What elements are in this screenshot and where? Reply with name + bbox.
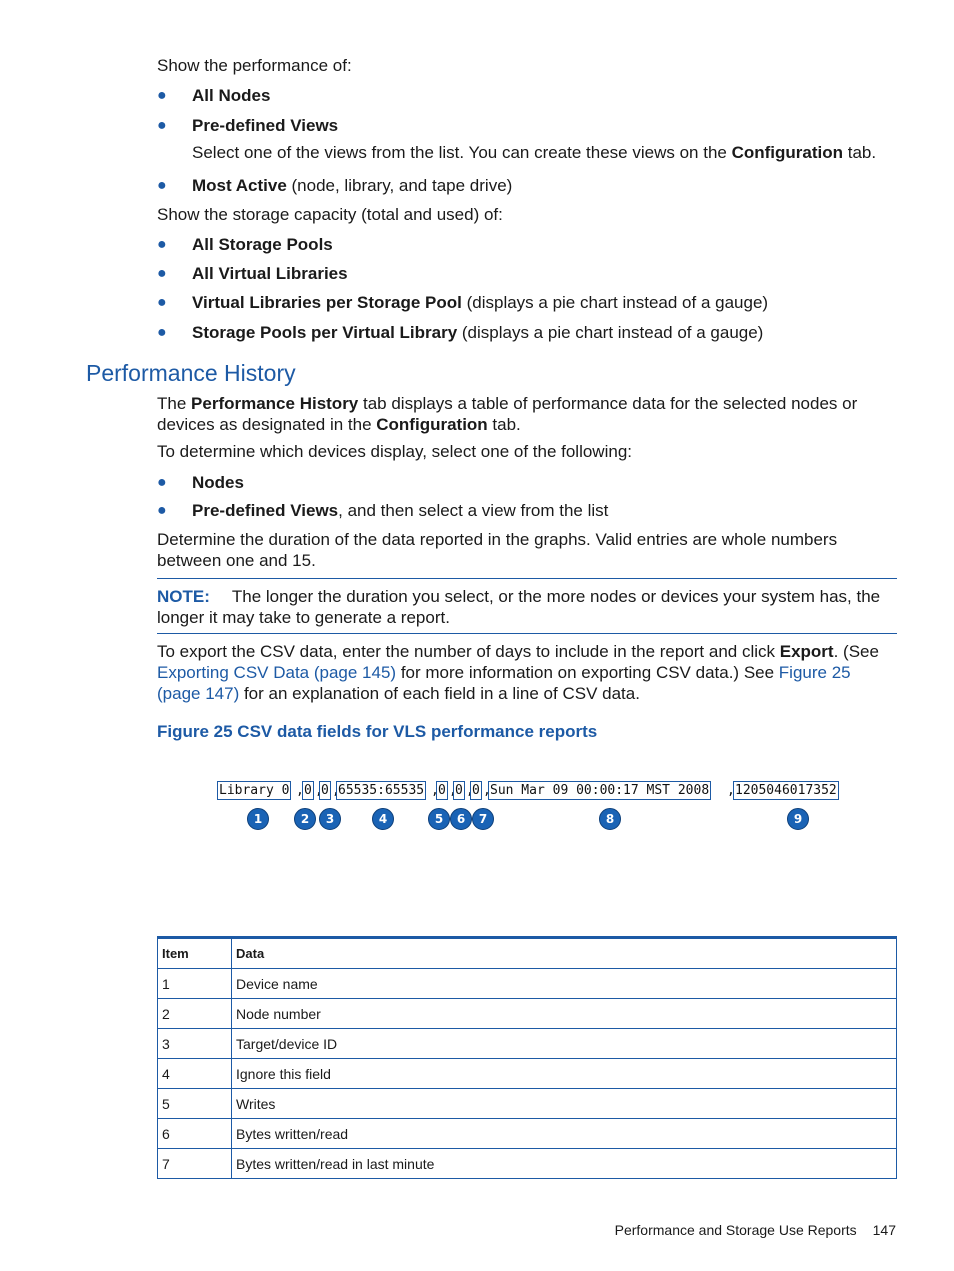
bullet-icon: ● [157,324,167,341]
option-label: Pre-defined Views [192,116,339,135]
section-title: Performance History [86,360,296,386]
figure-25-link[interactable]: Figure 25 (page 147) [157,663,851,703]
data-cell: Bytes written/read in last minute [232,1149,897,1179]
data-cell: Writes [232,1089,897,1119]
column-header-item: Item [158,938,232,969]
option-label: Nodes [192,473,244,492]
item-cell: 3 [158,1029,232,1059]
option-label: Virtual Libraries per Storage Pool [192,293,462,312]
option-desc: (displays a pie chart instead of a gauge) [457,323,764,342]
data-cell: Bytes written/read [232,1119,897,1149]
csv-field-node: 0 [304,783,312,798]
callout-marker: 1 [247,808,269,830]
data-cell: Device name [232,969,897,999]
csv-field-device: Library 0 [219,783,290,798]
export-paragraph [157,641,897,704]
note-text: The longer the duration you select, or the more nodes or devices your system has, the longer it may take to generate a report. [157,587,881,627]
table-row [158,969,897,999]
text: tab displays a table of performance data for the selected nodes or devices as designated in the [157,394,858,434]
option-label: All Nodes [192,86,271,105]
table-row [158,1059,897,1089]
csv-separator: , [296,783,304,798]
bullet-icon: ● [157,474,167,491]
table-row [158,1089,897,1119]
csv-separator: , [315,783,323,798]
table-header-row [158,938,897,969]
text: tab. [487,415,521,434]
bullet-icon: ● [157,502,167,519]
page-number: 147 [872,1222,896,1238]
item-cell: 6 [158,1119,232,1149]
item-cell: 4 [158,1059,232,1089]
bullet-icon: ● [157,265,167,282]
column-header-data: Data [232,938,897,969]
text: To export the CSV data, enter the number of days to include in the report and click [157,642,780,661]
option-desc: (displays a pie chart instead of a gauge) [461,293,769,312]
table-row [158,1149,897,1179]
csv-separator: , [449,783,457,798]
performance-history-description [157,393,897,435]
note-top-rule [157,578,897,579]
bullet-icon: ● [157,236,167,253]
text: for an explanation of each field in a line of CSV data. [239,684,640,703]
csv-fields-table [157,936,897,1179]
item-cell: 2 [158,999,232,1029]
duration-text: Determine the duration of the data reported in the graphs. Valid entries are whole numbers between one and 15. [157,530,838,570]
csv-field-writes: 0 [438,783,446,798]
option-label: Storage Pools per Virtual Library [192,323,458,342]
callout-marker: 4 [372,808,394,830]
note-box [157,586,897,628]
intro-storage: Show the storage capacity (total and used) of: [157,205,503,224]
csv-separator: , [727,783,735,798]
determine-devices-text: To determine which devices display, select one of the following: [157,442,632,461]
bold-text: Performance History [191,394,359,413]
item-cell: 7 [158,1149,232,1179]
csv-field-target: 0 [321,783,329,798]
csv-field-bytes-minute: 0 [472,783,480,798]
option-label: All Virtual Libraries [192,264,348,283]
bullet-icon: ● [157,177,167,194]
note-text: Select one of the views from the list. You can create these views on the [192,143,732,162]
bold-text: Configuration [376,415,488,434]
intro-performance: Show the performance of: [157,56,352,75]
csv-separator: , [466,783,474,798]
data-cell: Ignore this field [232,1059,897,1089]
callout-marker: 5 [428,808,450,830]
option-desc: , and then select a view from the list [338,501,609,520]
footer-title: Performance and Storage Use Reports [614,1222,857,1238]
csv-separator: , [431,783,439,798]
callout-marker: 9 [787,808,809,830]
table-row [158,999,897,1029]
item-cell: 1 [158,969,232,999]
note-bold: Configuration [731,143,844,162]
table-row [158,1119,897,1149]
data-cell: Node number [232,999,897,1029]
csv-separator: , [483,783,491,798]
exporting-csv-link[interactable]: Exporting CSV Data (page 145) [157,663,397,682]
note-bottom-rule [157,633,897,634]
callout-marker: 3 [319,808,341,830]
text: . (See [833,642,879,661]
bullet-icon: ● [157,117,167,134]
option-label: Most Active [192,176,287,195]
bullet-icon: ● [157,294,167,311]
csv-field-ignore: 65535:65535 [338,783,425,798]
csv-separator: , [332,783,340,798]
bold-text: Export [779,642,834,661]
bullet-icon: ● [157,87,167,104]
item-cell: 5 [158,1089,232,1119]
csv-field-date: Sun Mar 09 00:00:17 MST 2008 [490,783,710,798]
callout-marker: 6 [450,808,472,830]
option-label: Pre-defined Views [192,501,339,520]
csv-field-timestamp: 1205046017352 [735,783,837,798]
table-row [158,1029,897,1059]
figure-caption: Figure 25 CSV data fields for VLS performance reports [157,722,598,741]
callout-marker: 7 [472,808,494,830]
data-cell: Target/device ID [232,1029,897,1059]
csv-field-bytes: 0 [455,783,463,798]
page-footer [615,1222,896,1238]
note-text: tab. [843,143,877,162]
callout-marker: 2 [294,808,316,830]
predefined-views-note [192,142,876,163]
text: for more information on exporting CSV data.) See [396,663,779,682]
note-label: NOTE: [157,587,210,606]
option-desc: (node, library, and tape drive) [286,176,513,195]
callout-marker: 8 [599,808,621,830]
text: The [157,394,192,413]
option-label: All Storage Pools [192,235,333,254]
